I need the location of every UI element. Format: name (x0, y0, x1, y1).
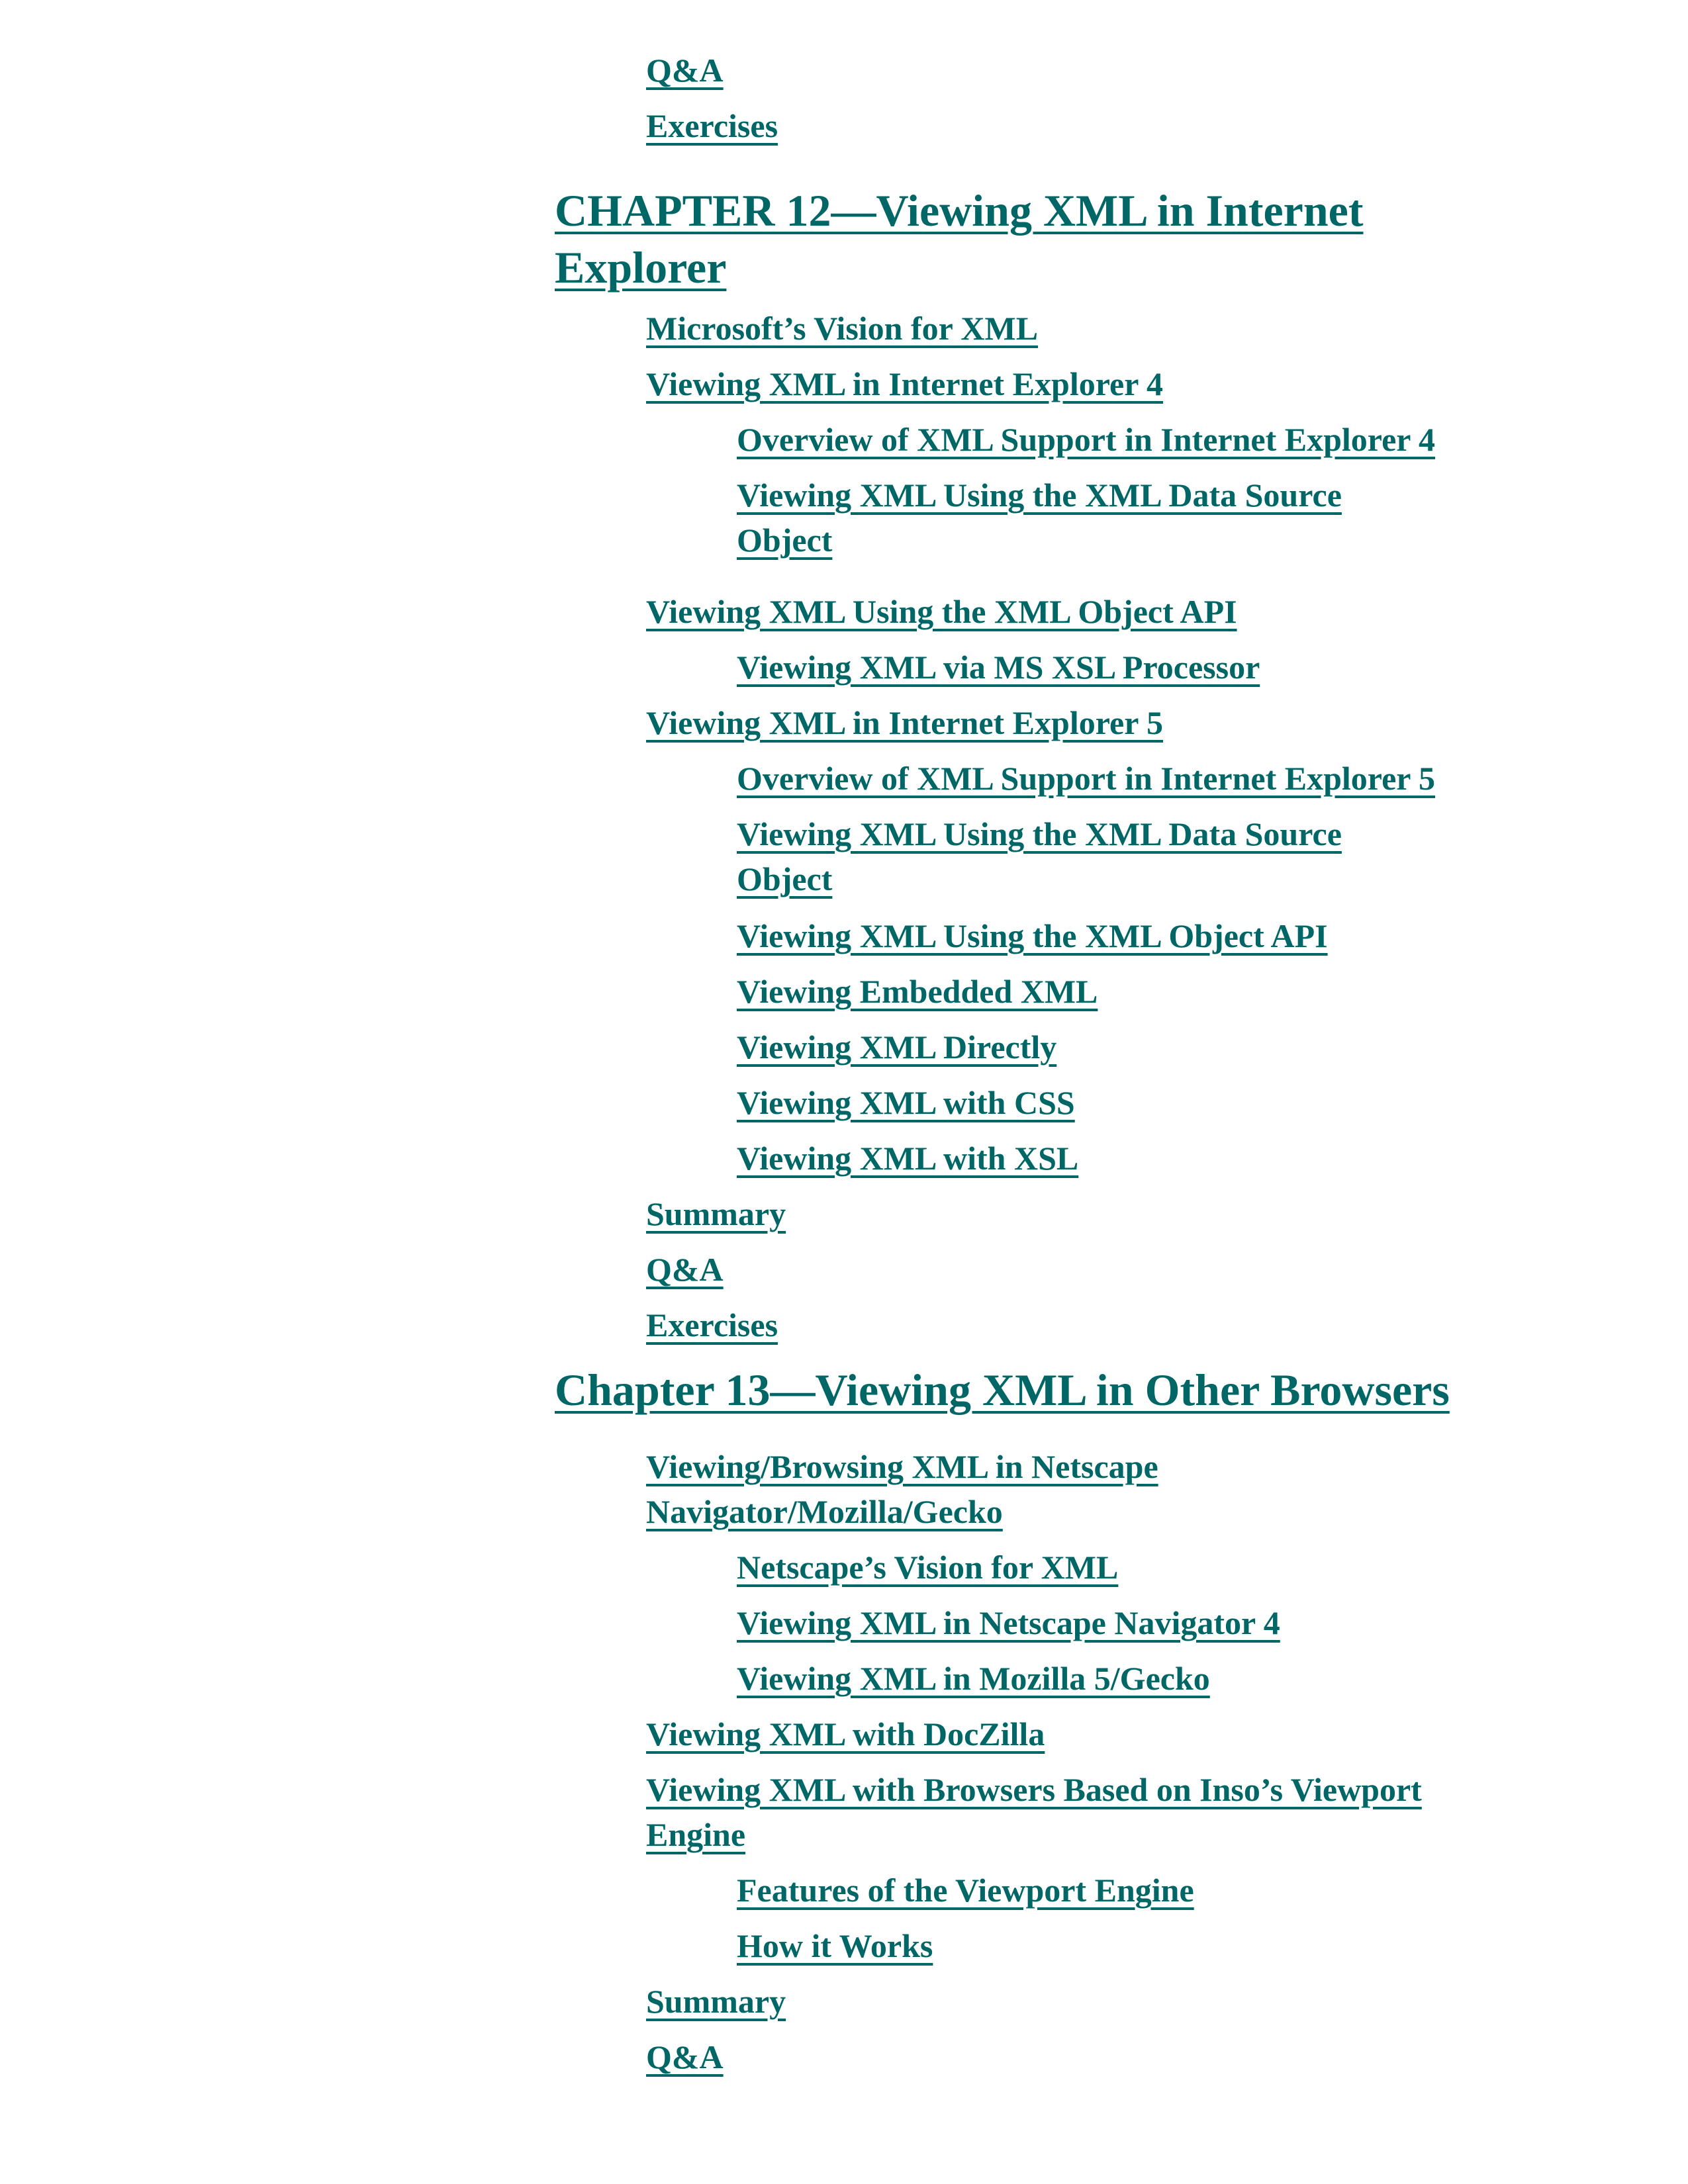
toc-link[interactable]: Viewing XML with CSS (737, 1084, 1075, 1121)
toc-link[interactable]: Viewing XML in Mozilla 5/Gecko (737, 1660, 1210, 1697)
toc-link[interactable]: Q&A (646, 52, 724, 89)
toc-link[interactable]: Exercises (646, 107, 778, 144)
toc-link[interactable]: Overview of XML Support in Internet Explorer 5 (737, 760, 1436, 797)
toc-link[interactable]: Viewing XML Using the XML Object API (646, 593, 1237, 630)
toc-link[interactable]: Viewing XML in Internet Explorer 4 (646, 365, 1164, 402)
toc-link[interactable]: Viewing XML in Netscape Navigator 4 (737, 1604, 1280, 1641)
toc-link[interactable]: Viewing Embedded XML (737, 973, 1098, 1010)
chapter-heading-link[interactable]: CHAPTER 12—Viewing XML in Internet (555, 185, 1364, 236)
toc-link[interactable]: Navigator/Mozilla/Gecko (646, 1493, 1003, 1530)
toc-link[interactable]: Summary (646, 1195, 786, 1232)
toc-link[interactable]: Exercises (646, 1306, 778, 1343)
toc-link[interactable]: Object (737, 522, 833, 559)
toc-link[interactable]: Engine (646, 1816, 746, 1853)
toc-link[interactable]: Viewing XML Directly (737, 1028, 1057, 1066)
toc-link[interactable]: Viewing XML with DocZilla (646, 1715, 1045, 1752)
toc-link[interactable]: Q&A (646, 2038, 724, 2075)
toc-link[interactable]: How it Works (737, 1927, 933, 1964)
toc-link[interactable]: Netscape’s Vision for XML (737, 1549, 1119, 1586)
toc-link[interactable]: Overview of XML Support in Internet Explorer 4 (737, 421, 1436, 458)
toc-link[interactable]: Features of the Viewport Engine (737, 1872, 1194, 1909)
toc-link[interactable]: Object (737, 860, 833, 897)
toc-link[interactable]: Viewing XML with XSL (737, 1140, 1079, 1177)
toc-link[interactable]: Viewing XML Using the XML Data Source (737, 477, 1342, 514)
chapter-heading-link[interactable]: Chapter 13—Viewing XML in Other Browsers (555, 1365, 1450, 1415)
toc-link[interactable]: Viewing XML Using the XML Data Source (737, 815, 1342, 852)
toc-link[interactable]: Viewing/Browsing XML in Netscape (646, 1448, 1158, 1485)
toc-link[interactable]: Summary (646, 1983, 786, 2020)
toc-link[interactable]: Viewing XML Using the XML Object API (737, 917, 1328, 954)
toc-link[interactable]: Q&A (646, 1251, 724, 1288)
toc-link[interactable]: Viewing XML with Browsers Based on Inso’s Viewport (646, 1771, 1422, 1808)
chapter-heading-link[interactable]: Explorer (555, 242, 727, 293)
toc-link[interactable]: Viewing XML via MS XSL Processor (737, 649, 1260, 686)
toc-link[interactable]: Viewing XML in Internet Explorer 5 (646, 704, 1164, 741)
toc-link[interactable]: Microsoft’s Vision for XML (646, 310, 1039, 347)
